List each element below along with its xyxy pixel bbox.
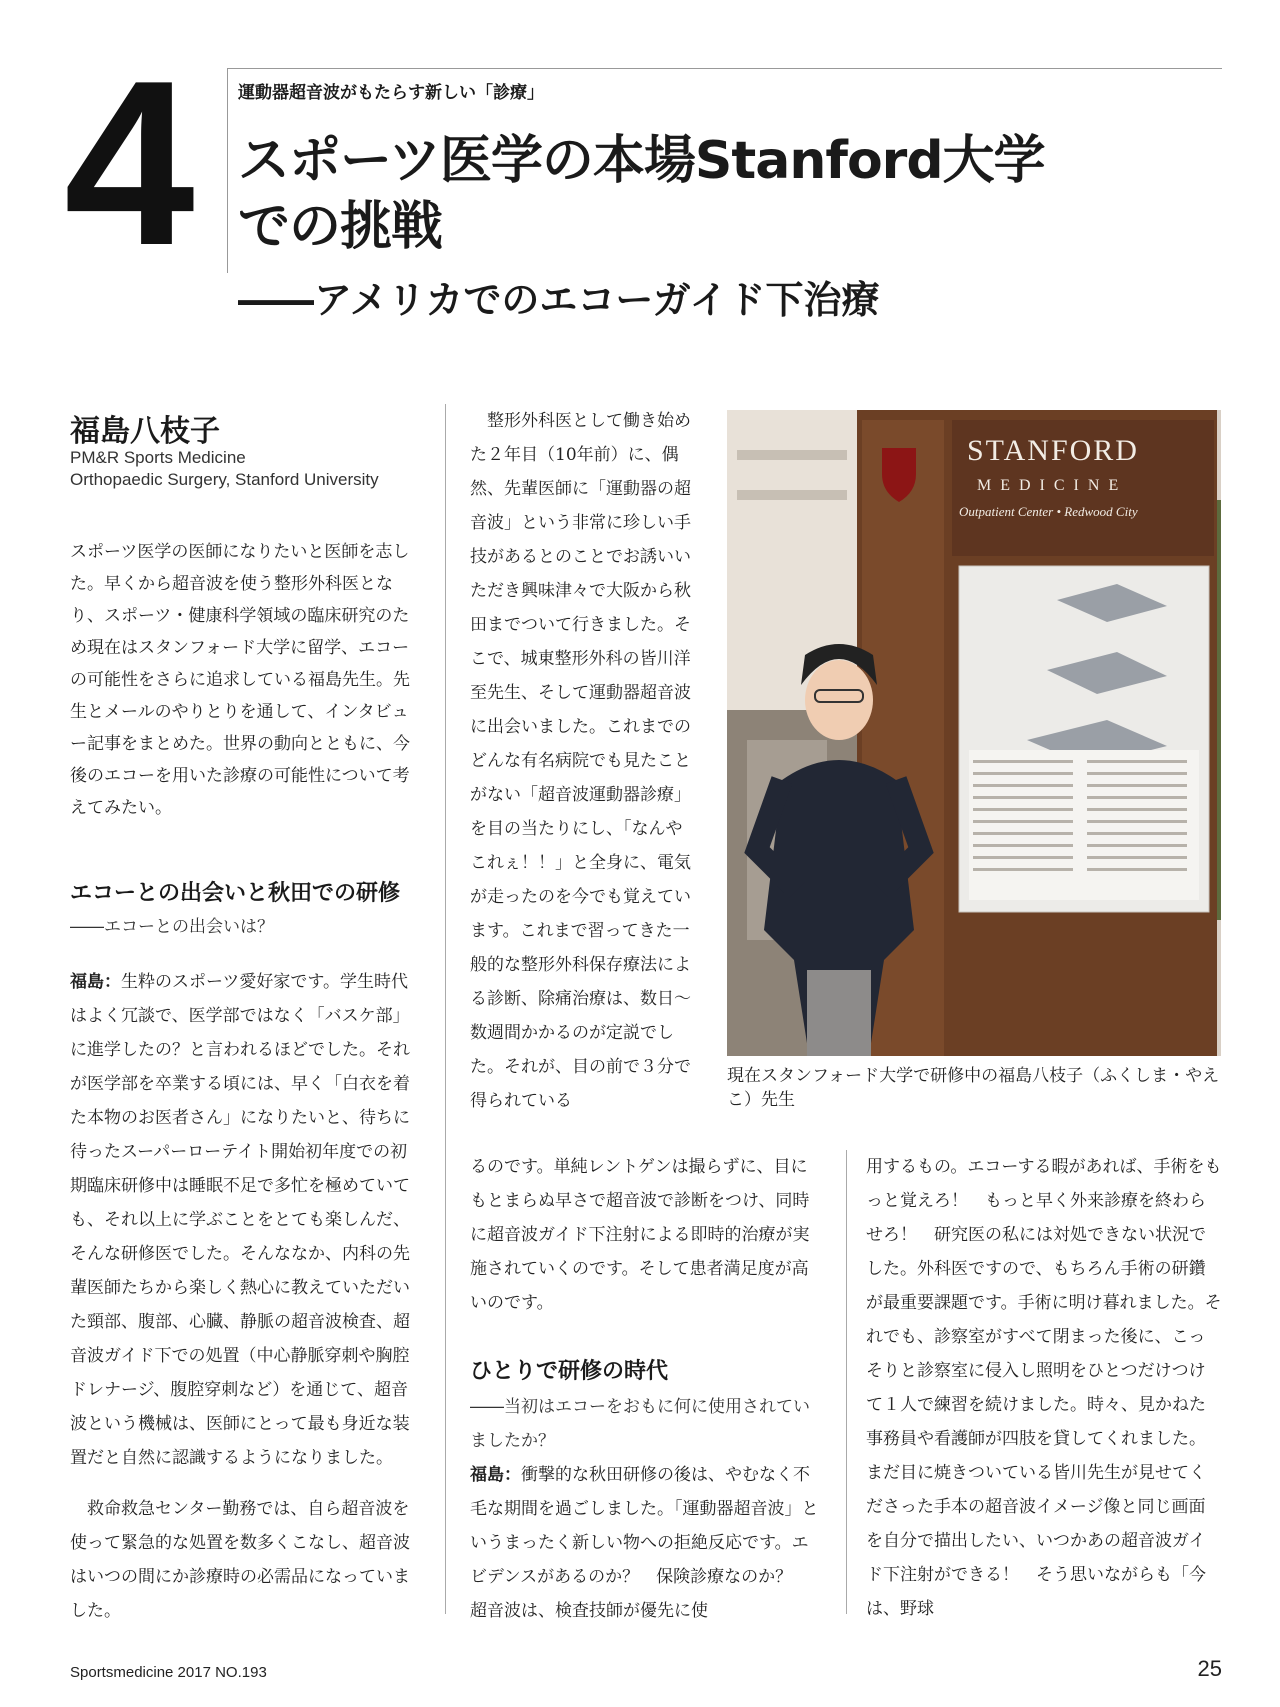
author-name: 福島八枝子 [70,414,220,449]
section2-answer [470,1458,822,1628]
column-1-body [70,948,422,1645]
title-line-1: スポーツ医学の本場Stanford大学 [238,131,1045,191]
header-horizontal-rule [227,68,1222,69]
column-2-lower: るのです。単純レントゲンは撮らずに、目にもとまらぬ早さで超音波で診断をつけ、同時に超音波ガイド下注射による即時的治療が実施されていくのです。そして患者満足度が高いのです。 [470,1157,810,1313]
column-divider-1 [445,404,446,1614]
column-3-body: 用するもの。エコーする暇があれば、手術をもっと覚えろ！ もっと早く外来診療を終わらせろ！ 研究医の私には対処できない状況でした。外科医ですので、もちろん手術の研鑽が最重要課題です。手術に明け暮れました。それでも、診察室がすべて閉まった後に、こっそりと診察室に侵入し照明をひとつだけつけて１人で練習を続けました。時々、見かねた事務員や看護師が四肢を貸してくれました。まだ目に焼きついている皆川先生が見せてくださった手本の超音波イメージ像と同じ画面を自分で描出したい、いつかあの超音波ガイド下注射ができる！ そう思いながらも「今は、野球 [866,1157,1222,1619]
header-vertical-rule [227,68,228,273]
photo-caption: 現在スタンフォード大学で研修中の福島八枝子（ふくしま・やえこ）先生 [727,1066,1220,1110]
sign-outpatient: Outpatient Center • Redwood City [959,504,1138,519]
section1-heading: エコーとの出会いと秋田での研修 [70,881,401,906]
affiliation-line-2: Orthopaedic Surgery, Stanford University [70,470,379,489]
column-2-upper: 整形外科医として働き始めた２年目（10年前）に、偶然、先輩医師に「運動器の超音波」という非常に珍しい手技があるとのことでお誘いいただき興味津々で大阪から秋田までついて行きました。そこで、城東整形外科の皆川洋至先生、そして運動器超音波に出会いました。これまでのどんな有名病院でも見たことがない「超音波運動器診療」を目の当たりにし、「なんやこれぇ！！」と全身に、電気が走ったのを今でも覚えています。これまで習ってきた一般的な整形外科保存療法による診断、除痛治療は、数日～数週間かかるのが定説でした。それが、目の前で３分で得られている [470,411,691,1111]
section1-answer-2: 救命救急センター勤務では、自ら超音波を使って緊急的な処置を数多くこなし、超音波はいつの間にか診療時の必需品になっていました。 [70,1499,410,1621]
section2-heading: ひとりで研修の時代 [470,1359,669,1384]
stanford-photo [727,410,1221,1056]
section1-question: ――エコーとの出会いは？ [70,917,274,937]
article-title [238,128,1045,260]
speaker-label-2: 福島： [470,1465,521,1485]
speaker-label: 福島： [70,972,121,992]
column-divider-2 [846,1150,847,1614]
intro-lead: スポーツ医学の医師になりたいと医師を志した。早くから超音波を使う整形外科医となり、スポーツ・健康科学領域の臨床研究のため現在はスタンフォード大学に留学、エコーの可能性をさらに追求している福島先生。先生とメールのやりとりを通して、インタビュー記事をまとめた。世界の動向とともに、今後のエコーを用いた診療の可能性について考えてみたい。 [70,542,410,818]
sign-stanford: STANFORD [967,434,1139,467]
section2-question: ――当初はエコーをおもに何に使用されていましたか？ [470,1397,810,1451]
chapter-number: 4 [64,31,187,294]
answer-text-2: 衝撃的な秋田研修の後は、やむなく不毛な期間を過ごしました。「運動器超音波」というまったく新しい物への拒絶反応です。エビデンスがあるのか？ 保険診療なのか？ 超音波は、検査技師が優先に使 [470,1465,819,1621]
sign-medicine: MEDICINE [977,477,1128,494]
answer-text: 生粋のスポーツ愛好家です。学生時代はよく冗談で、医学部ではなく「バスケ部」に進学したの？と言われるほどでした。それが医学部を卒業する頃には、早く「白衣を着た本物のお医者さん」になりたいと、待ちに待ったスーパーローテイト開始初年度での初期臨床研修中は睡眠不足で多忙を極めていても、それ以上に学ぶことをとても楽しんだ、そんな研修医でした。そんななか、内科の先輩医師たちから楽しく熱心に教えていただいた頸部、腹部、心臓、静脈の超音波検査、超音波ガイド下での処置（中心静脈穿刺や胸腔ドレナージ、腹腔穿刺など）を通じて、超音波という機械は、医師にとって最も身近な装置だと自然に認識するようになりました。 [70,972,410,1468]
photo-illustration [727,410,1221,1056]
series-title: 運動器超音波がもたらす新しい「診療」 [238,83,544,103]
title-line-2: での挑戦 [238,197,443,257]
affiliation-line-1: PM&R Sports Medicine [70,448,246,467]
journal-footer: Sportsmedicine 2017 NO.193 [70,1664,267,1681]
section1-answer [70,965,422,1475]
article-subtitle: ――アメリカでのエコーガイド下治療 [238,278,880,322]
page-number: 25 [1197,1656,1222,1681]
author-affiliation [70,447,379,491]
